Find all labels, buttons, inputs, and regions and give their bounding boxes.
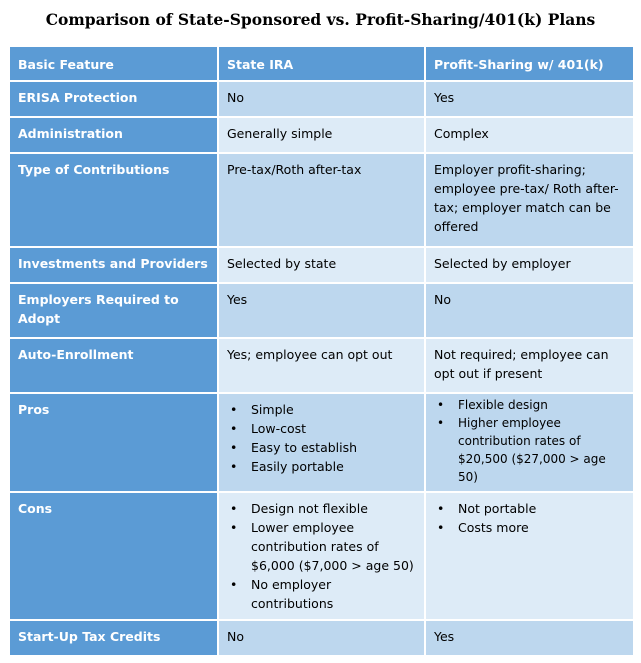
- table-row: [9, 283, 634, 338]
- state-ira-cell: Generally simple: [218, 117, 425, 153]
- state-ira-cell: Yes; employee can opt out: [218, 338, 425, 393]
- row-label: ERISA Protection: [9, 81, 218, 117]
- comparison-table: [8, 45, 635, 657]
- list-item: • Design not flexible: [251, 499, 416, 518]
- row-label: Auto-Enrollment: [9, 338, 218, 393]
- profit-sharing-cell: Complex: [425, 117, 634, 153]
- list-item: • No employer contributions: [251, 575, 416, 613]
- profit-sharing-cell: [425, 492, 634, 620]
- list-item: • Easily portable: [251, 457, 416, 476]
- row-label: Investments and Providers: [9, 247, 218, 283]
- state-ira-cell: [218, 393, 425, 492]
- table-row: [9, 81, 634, 117]
- pros-list: [434, 396, 625, 486]
- table-row: [9, 153, 634, 247]
- row-label: Start-Up Tax Credits: [9, 620, 218, 656]
- state-ira-cell: Pre-tax/Roth after-tax: [218, 153, 425, 247]
- table-row: [9, 492, 634, 620]
- state-ira-cell: [218, 492, 425, 620]
- pros-list: [227, 400, 416, 476]
- row-label: Type of Contributions: [9, 153, 218, 247]
- state-ira-cell: Yes: [218, 283, 425, 338]
- row-label: Employers Required to Adopt: [9, 283, 218, 338]
- row-label: Cons: [9, 492, 218, 620]
- state-ira-cell: No: [218, 81, 425, 117]
- profit-sharing-cell: Yes: [425, 620, 634, 656]
- cons-list: [227, 499, 416, 613]
- column-header-basic-feature: Basic Feature: [9, 46, 218, 81]
- row-label: Pros: [9, 393, 218, 492]
- profit-sharing-cell: No: [425, 283, 634, 338]
- list-item: • Lower employee contribution rates of $6,000 ($7,000 > age 50): [251, 518, 416, 575]
- profit-sharing-cell: Not required; employee can opt out if present: [425, 338, 634, 393]
- state-ira-cell: Selected by state: [218, 247, 425, 283]
- profit-sharing-cell: Employer profit-sharing; employee pre-tax/ Roth after-tax; employer match can be offered: [425, 153, 634, 247]
- list-item: • Higher employee contribution rates of $20,500 ($27,000 > age 50): [458, 414, 625, 486]
- list-item: • Easy to establish: [251, 438, 416, 457]
- column-header-profit-sharing: Profit-Sharing w/ 401(k): [425, 46, 634, 81]
- list-item: • Not portable: [458, 499, 625, 518]
- cons-list: [434, 499, 625, 537]
- table-row: [9, 117, 634, 153]
- row-label: Administration: [9, 117, 218, 153]
- table-row: [9, 620, 634, 656]
- column-header-state-ira: State IRA: [218, 46, 425, 81]
- table-row: [9, 338, 634, 393]
- table-row: [9, 393, 634, 492]
- table-header-row: [9, 46, 634, 81]
- profit-sharing-cell: [425, 393, 634, 492]
- profit-sharing-cell: Yes: [425, 81, 634, 117]
- list-item: • Low-cost: [251, 419, 416, 438]
- list-item: • Costs more: [458, 518, 625, 537]
- profit-sharing-cell: Selected by employer: [425, 247, 634, 283]
- page-title: Comparison of State-Sponsored vs. Profit-Sharing/401(k) Plans: [45, 10, 596, 29]
- list-item: • Flexible design: [458, 396, 625, 414]
- list-item: • Simple: [251, 400, 416, 419]
- state-ira-cell: No: [218, 620, 425, 656]
- table-row: [9, 247, 634, 283]
